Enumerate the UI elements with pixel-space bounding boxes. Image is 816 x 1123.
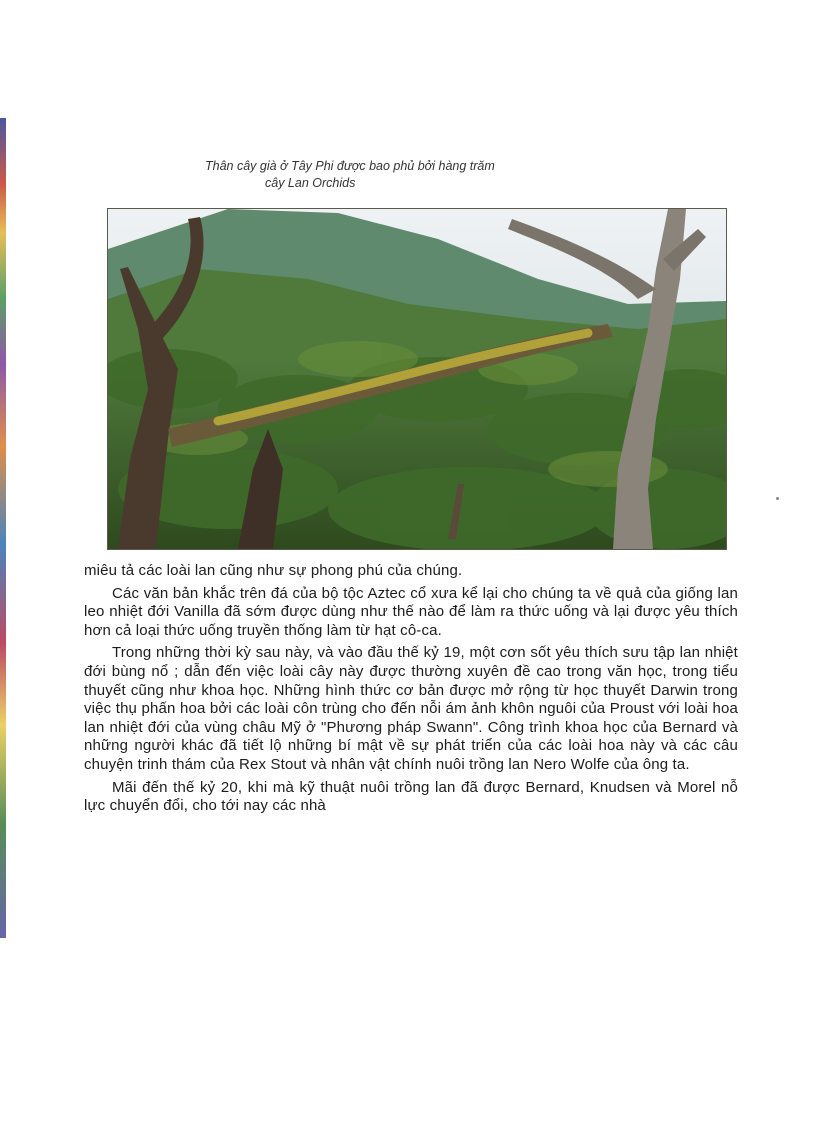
page-edge-color-strip	[0, 118, 6, 938]
caption-line-2: cây Lan Orchids	[265, 176, 356, 190]
paragraph-3: Mãi đến thế kỷ 20, khi mà kỹ thuật nuôi trồng lan đã được Bernard, Knudsen và Morel nỗ lực chuyển đổi, cho tới nay các nhà	[84, 778, 738, 815]
caption-line-1: Thân cây già ở Tây Phi được bao phủ bởi hàng trăm	[205, 159, 495, 173]
forest-photo	[107, 208, 727, 550]
paragraph-1: Các văn bản khắc trên đá của bộ tộc Aztec cổ xưa kể lại cho chúng ta về quả của giống lan leo nhiệt đới Vanilla đã sớm được dùng như thế nào để làm ra thức uống và lại được yêu thích hơn cả loại thức uống truyền thống làm từ hạt cô-ca.	[84, 584, 738, 639]
article-body	[84, 562, 738, 820]
forest-photo-illustration	[108, 209, 726, 549]
scan-speck	[776, 497, 779, 500]
paragraph-0: miêu tả các loài lan cũng như sự phong phú của chúng.	[84, 562, 463, 579]
paragraph-2: Trong những thời kỳ sau này, và vào đầu thế kỷ 19, một cơn sốt yêu thích sưu tập lan nhiệt đới bùng nổ ; dẫn đến việc loài cây này được thường xuyên đề cao trong văn học, trong tiểu thuyết cũng như khoa học. Những hình thức cơ bản được mở rộng từ học thuyết Darwin trong việc thụ phấn hoa bởi các loài côn trùng cho đến nỗi ám ảnh khôn nguôi của Proust với loài hoa lan nhiệt đới của vùng châu Mỹ ở "Phương pháp Swann". Công trình khoa học của Bernard và những người khác đã tiết lộ những bí mật về sự phát triển của các loài hoa này và các câu chuyện trinh thám của Rex Stout và nhân vật chính nuôi trồng lan Nero Wolfe của ông ta.	[84, 644, 738, 773]
figure-caption	[205, 158, 745, 192]
